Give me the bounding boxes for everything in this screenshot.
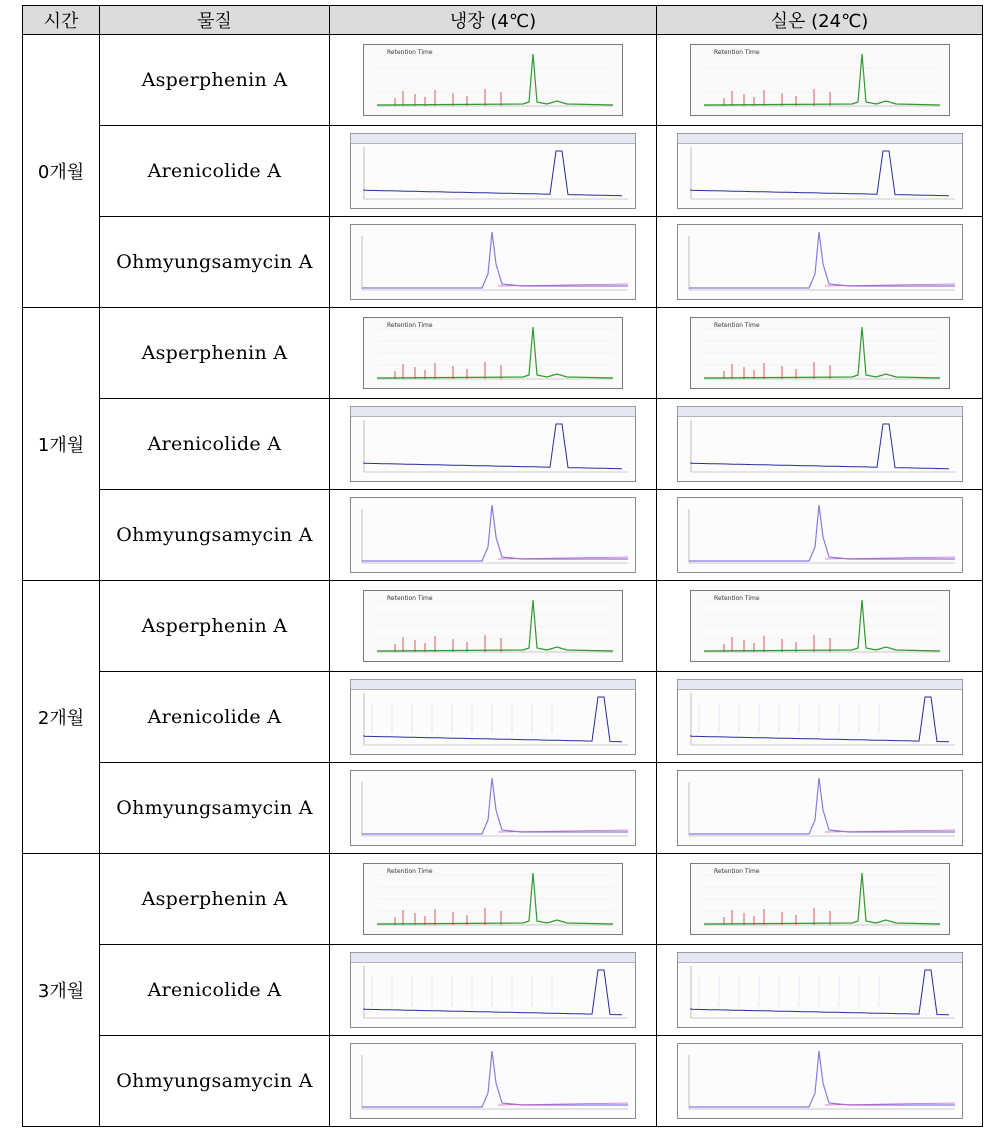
stability-table bbox=[22, 5, 983, 1127]
table-row bbox=[23, 217, 983, 308]
substance-cell: Arenicolide A bbox=[100, 945, 330, 1036]
plot-border bbox=[677, 134, 962, 209]
chromatogram-cell-cold bbox=[330, 126, 657, 217]
chromatogram-cell-cold bbox=[330, 672, 657, 763]
chromatogram-image bbox=[690, 863, 950, 935]
chromatogram-image bbox=[677, 224, 963, 300]
substance-cell: Ohmyungsamycin A bbox=[100, 1036, 330, 1127]
chromatogram-image bbox=[690, 44, 950, 116]
plot-border bbox=[351, 953, 636, 1028]
chromatogram-image bbox=[677, 497, 963, 573]
chromatogram-cell-room bbox=[657, 399, 983, 490]
substance-cell: Asperphenin A bbox=[100, 35, 330, 126]
header-room: 실온 (24℃) bbox=[657, 6, 983, 35]
chromatogram-image bbox=[350, 952, 636, 1028]
chromatogram-cell-cold bbox=[330, 854, 657, 945]
plot-border bbox=[677, 407, 962, 482]
time-cell: 3개월 bbox=[23, 854, 100, 1127]
legend-label: Retention Time bbox=[713, 868, 760, 875]
chromatogram-cell-cold bbox=[330, 35, 657, 126]
chromatogram-cell-room bbox=[657, 490, 983, 581]
legend-label: Retention Time bbox=[387, 322, 433, 329]
header-substance: 물질 bbox=[100, 6, 330, 35]
chromatogram-cell-room bbox=[657, 763, 983, 854]
chromatogram-cell-room bbox=[657, 672, 983, 763]
chromatogram-cell-cold bbox=[330, 308, 657, 399]
chromatogram-cell-cold bbox=[330, 945, 657, 1036]
legend-label: Retention Time bbox=[387, 595, 433, 602]
chromatogram-image bbox=[677, 679, 963, 755]
chromatogram-image bbox=[677, 770, 963, 846]
table-row bbox=[23, 399, 983, 490]
table-row bbox=[23, 672, 983, 763]
substance-cell: Asperphenin A bbox=[100, 581, 330, 672]
header-time: 시간 bbox=[23, 6, 100, 35]
chromatogram-image bbox=[363, 590, 623, 662]
chromatogram-cell-room bbox=[657, 854, 983, 945]
chromatogram-image bbox=[677, 133, 963, 209]
chromatogram-cell-cold bbox=[330, 1036, 657, 1127]
chromatogram-image bbox=[350, 406, 636, 482]
chromatogram-image bbox=[350, 770, 636, 846]
time-cell: 0개월 bbox=[23, 35, 100, 308]
table-row bbox=[23, 581, 983, 672]
chromatogram-cell-cold bbox=[330, 217, 657, 308]
chromatogram-cell-cold bbox=[330, 399, 657, 490]
substance-cell: Ohmyungsamycin A bbox=[100, 763, 330, 854]
chromatogram-cell-room bbox=[657, 126, 983, 217]
substance-cell: Arenicolide A bbox=[100, 126, 330, 217]
legend-label: Retention Time bbox=[713, 595, 760, 602]
table-row bbox=[23, 763, 983, 854]
chromatogram-cell-room bbox=[657, 945, 983, 1036]
substance-cell: Ohmyungsamycin A bbox=[100, 490, 330, 581]
plot-border bbox=[677, 680, 962, 755]
chromatogram-cell-cold bbox=[330, 763, 657, 854]
substance-cell: Asperphenin A bbox=[100, 854, 330, 945]
chromatogram-image bbox=[350, 679, 636, 755]
chromatogram-cell-room bbox=[657, 35, 983, 126]
chromatogram-image bbox=[690, 590, 950, 662]
chromatogram-image bbox=[690, 317, 950, 389]
chromatogram-cell-room bbox=[657, 217, 983, 308]
plot-border bbox=[677, 953, 962, 1028]
table-row bbox=[23, 35, 983, 126]
table-row bbox=[23, 945, 983, 1036]
chromatogram-cell-room bbox=[657, 581, 983, 672]
chromatogram-image bbox=[677, 406, 963, 482]
chromatogram-image bbox=[363, 44, 623, 116]
chromatogram-cell-cold bbox=[330, 581, 657, 672]
table-row bbox=[23, 126, 983, 217]
substance-cell: Ohmyungsamycin A bbox=[100, 217, 330, 308]
substance-cell: Arenicolide A bbox=[100, 399, 330, 490]
table-row bbox=[23, 308, 983, 399]
chromatogram-image bbox=[350, 224, 636, 300]
legend-label: Retention Time bbox=[713, 322, 760, 329]
chromatogram-image bbox=[363, 317, 623, 389]
chromatogram-image bbox=[677, 1043, 963, 1119]
plot-border bbox=[351, 680, 636, 755]
chromatogram-image bbox=[363, 863, 623, 935]
chromatogram-image bbox=[677, 952, 963, 1028]
substance-cell: Asperphenin A bbox=[100, 308, 330, 399]
chromatogram-cell-room bbox=[657, 308, 983, 399]
chromatogram-cell-room bbox=[657, 1036, 983, 1127]
chromatogram-image bbox=[350, 1043, 636, 1119]
legend-label: Retention Time bbox=[387, 49, 433, 56]
legend-label: Retention Time bbox=[387, 868, 433, 875]
table-row bbox=[23, 854, 983, 945]
table-row bbox=[23, 1036, 983, 1127]
legend-label: Retention Time bbox=[713, 49, 760, 56]
time-cell: 2개월 bbox=[23, 581, 100, 854]
chromatogram-image bbox=[350, 497, 636, 573]
header-row bbox=[23, 6, 983, 35]
table-row bbox=[23, 490, 983, 581]
chromatogram-image bbox=[350, 133, 636, 209]
time-cell: 1개월 bbox=[23, 308, 100, 581]
substance-cell: Arenicolide A bbox=[100, 672, 330, 763]
chromatogram-cell-cold bbox=[330, 490, 657, 581]
plot-border bbox=[351, 407, 636, 482]
plot-border bbox=[351, 134, 636, 209]
header-cold: 냉장 (4℃) bbox=[330, 6, 657, 35]
